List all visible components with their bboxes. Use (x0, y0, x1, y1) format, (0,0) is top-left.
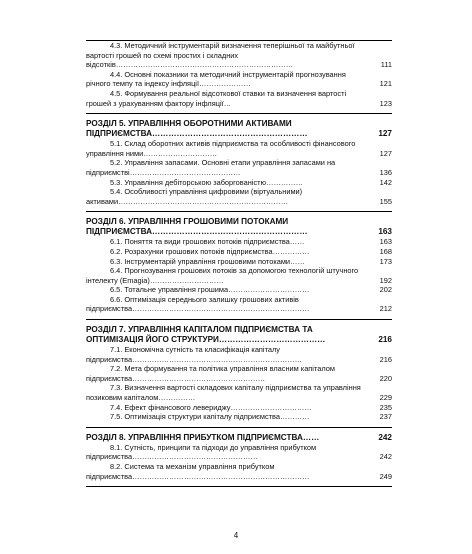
toc-entry-page: 216 (378, 335, 392, 345)
toc-entry-page: 127 (378, 129, 392, 139)
toc-entry-title: РОЗДІЛ 6. УПРАВЛІННЯ ГРОШОВИМИ ПОТОКАМИ ПІДПРИЄМСТВА………………………………………………… (86, 217, 308, 237)
toc-section (86, 211, 392, 319)
table-of-contents (86, 40, 392, 487)
toc-entry-page: 220 (379, 373, 392, 383)
toc-entry (86, 70, 392, 89)
toc-entry-title: 7.2. Мета формування та політика управління власним капіталом підприємства……………………………………………… (86, 364, 335, 383)
toc-entry-page: 242 (378, 432, 392, 442)
toc-entry-title: 5.1. Склад оборотних активів підприємства та особливості фінансового управління ними………………………… (86, 139, 356, 158)
toc-entry-title: 6.3. Інструментарій управління грошовими потоками…… (110, 256, 305, 266)
toc-entry-title: 6.2. Розрахунки грошових потоків підприємства…………… (110, 246, 310, 256)
toc-entry (86, 247, 392, 257)
toc-entry-page: 163 (379, 237, 392, 247)
toc-section (86, 427, 392, 486)
toc-entry-title: РОЗДІЛ 8. УПРАВЛІННЯ ПРИБУТКОМ ПІДПРИЄМСТВА…… (86, 432, 320, 442)
toc-entry (86, 364, 392, 383)
toc-entry-title: 5.4. Особливості управління цифровими (віртуальними) активами…………………………………………………………… (86, 187, 303, 206)
toc-entry (86, 89, 392, 108)
toc-section (86, 113, 392, 211)
toc-entry-page: 163 (378, 227, 392, 237)
toc-entry (86, 139, 392, 158)
toc-entry-title: 4.3. Методичний інструментарій визначення теперішньої та майбутньої вартості грошей по схемі простих і складних відсотків……………………………………………………………… (86, 41, 355, 70)
toc-entry-title: 5.2. Управління запасами. Основні етапи управління запасами на підприємстві……………………………………… (86, 158, 336, 177)
toc-entry-page: 123 (379, 98, 392, 108)
toc-entry-title: 7.4. Ефект фінансового левериджу…………………………… (110, 402, 312, 412)
toc-entry-page: 192 (379, 275, 392, 285)
toc-entry (86, 187, 392, 206)
toc-entry-page: 142 (379, 177, 392, 187)
toc-entry-page: 168 (379, 246, 392, 256)
toc-entry (86, 285, 392, 295)
toc-entry (86, 295, 392, 314)
toc-entry-title: 7.5. Оптимізація структури капіталу підприємства………… (110, 412, 310, 422)
toc-entry-title: 7.1. Економічна сутність та класифікація капіталу підприємства…………………………………………………………… (86, 345, 303, 364)
toc-entry (86, 158, 392, 177)
toc-entry (86, 412, 392, 422)
toc-entry-page: 216 (379, 354, 392, 364)
toc-entry-page: 136 (379, 167, 392, 177)
toc-entry (86, 257, 392, 267)
toc-entry-title: 8.2. Система та механізм управління прибутком підприємства……………………………………………………………… (86, 462, 310, 481)
toc-entry (86, 443, 392, 462)
toc-entry-page: 111 (380, 60, 392, 70)
toc-entry-title: 5.3. Управління дебіторською заборгованістю…………… (110, 177, 304, 187)
toc-entry (86, 462, 392, 481)
toc-section (86, 319, 392, 427)
toc-entry-title: РОЗДІЛ 7. УПРАВЛІННЯ КАПІТАЛОМ ПІДПРИЄМСТВА ТА ОПТИМІЗАЦІЯ ЙОГО СТРУКТУРИ………………………………… (86, 325, 326, 345)
toc-entry (86, 41, 392, 70)
toc-entry-page: 242 (379, 452, 392, 462)
toc-chapter-heading (86, 433, 392, 443)
toc-entry-title: РОЗДІЛ 5. УПРАВЛІННЯ ОБОРОТНИМИ АКТИВАМИ ПІДПРИЄМСТВА………………………………………………… (86, 119, 308, 139)
toc-chapter-heading (86, 119, 392, 139)
toc-entry-title: 6.6. Оптимізація середнього залишку грошових активів підприємства……………………………………………………………… (86, 294, 310, 314)
toc-entry-page: 121 (379, 79, 392, 89)
toc-entry-title: 4.5. Формування реальної відсоткової ставки та визначення вартості грошей з урахуванням фактору інфляції… (86, 88, 347, 108)
toc-entry (86, 403, 392, 413)
toc-entry (86, 178, 392, 188)
toc-entry-page: 249 (379, 471, 392, 481)
toc-chapter-heading (86, 325, 392, 345)
toc-entry-page: 127 (379, 148, 392, 158)
toc-entry-page: 237 (379, 412, 392, 422)
toc-entry (86, 266, 392, 285)
toc-entry-title: 4.4. Основні показники та методичний інструментарій прогнозування річного темпу та індексу інфляції………………… (86, 69, 346, 89)
toc-chapter-heading (86, 217, 392, 237)
toc-entry-title: 6.1. Поняття та види грошових потоків підприємства…… (110, 237, 305, 247)
toc-entry-page: 212 (379, 304, 392, 314)
toc-entry-title: 6.4. Прогнозування грошових потоків за допомогою технологій штучного інтелекту (Emagia)………………………… (86, 266, 359, 285)
toc-entry-page: 155 (379, 196, 392, 206)
toc-entry-page: 202 (379, 285, 392, 295)
toc-entry (86, 237, 392, 247)
toc-entry-page: 229 (379, 393, 392, 403)
toc-entry-title: 7.3. Визначення вартості складових капіталу підприємства та управління позиковим капіталом…………… (86, 383, 361, 403)
page-number: 4 (233, 531, 239, 540)
toc-section (86, 41, 392, 113)
toc-entry-title: 8.1. Сутність, принципи та підходи до управління прибутком підприємства…………………………………………… (86, 442, 317, 462)
toc-entry-title: 6.5. Тотальне управління грошима…………………………… (110, 285, 310, 295)
section-gap (86, 481, 392, 486)
toc-entry-page: 235 (379, 402, 392, 412)
toc-entry (86, 383, 392, 402)
toc-entry (86, 345, 392, 364)
toc-entry-page: 173 (379, 256, 392, 266)
